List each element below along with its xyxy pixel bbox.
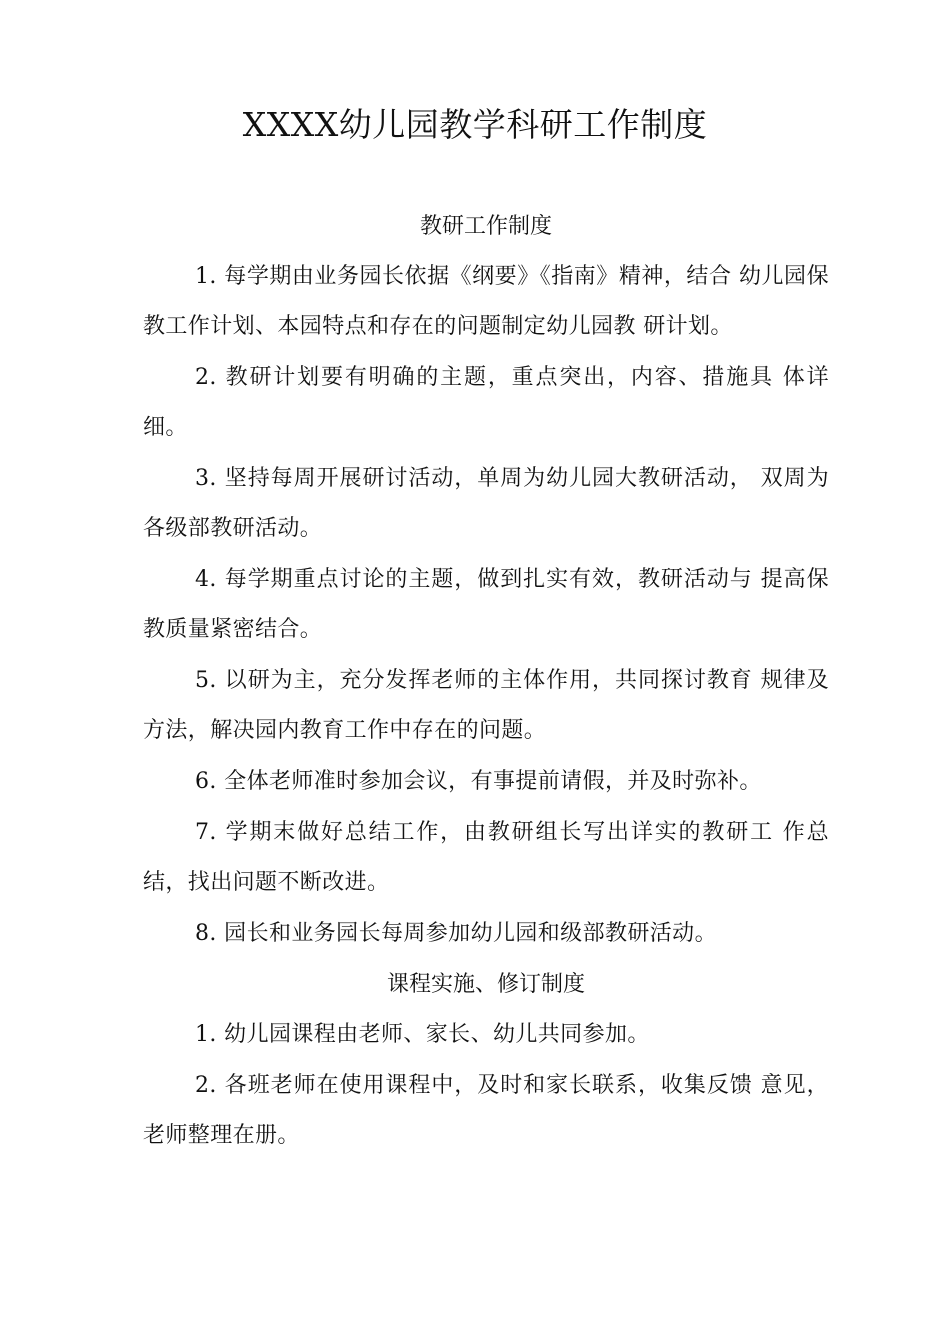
paragraph: 7. 学期末做好总结工作，由教研组长写出详实的教研工 作总结，找出问题不断改进。 (143, 820, 829, 895)
paragraph: 2. 教研计划要有明确的主题，重点突出，内容、措施具 体详细。 (143, 365, 829, 440)
paragraph: 1. 幼儿园课程由老师、家长、幼儿共同参加。 (195, 1022, 650, 1047)
paragraph: 6. 全体老师准时参加会议，有事提前请假，并及时弥补。 (195, 769, 762, 794)
paragraph: 3. 坚持每周开展研讨活动，单周为幼儿园大教研活动， 双周为各级部教研活动。 (143, 466, 829, 541)
paragraph: 8. 园长和业务园长每周参加幼儿园和级部教研活动。 (195, 921, 717, 946)
paragraph: 4. 每学期重点讨论的主题，做到扎实有效，教研活动与 提高保教质量紧密结合。 (143, 567, 829, 642)
paragraph: 5. 以研为主，充分发挥老师的主体作用，共同探讨教育 规律及方法，解决园内教育工作中存在的问题。 (143, 668, 829, 743)
paragraph: 2. 各班老师在使用课程中，及时和家长联系，收集反馈 意见，老师整理在册。 (143, 1073, 829, 1148)
section-heading-curriculum: 课程实施、修订制度 (386, 972, 585, 997)
section-heading-research: 教研工作制度 (419, 214, 552, 239)
document-body (143, 202, 829, 1162)
paragraph: 1. 每学期由业务园长依据《纲要》《指南》精神，结合 幼儿园保教工作计划、本园特点和存在的问题制定幼儿园教 研计划。 (143, 264, 829, 339)
document-title: XXXX幼儿园教学科研工作制度 (242, 105, 708, 144)
